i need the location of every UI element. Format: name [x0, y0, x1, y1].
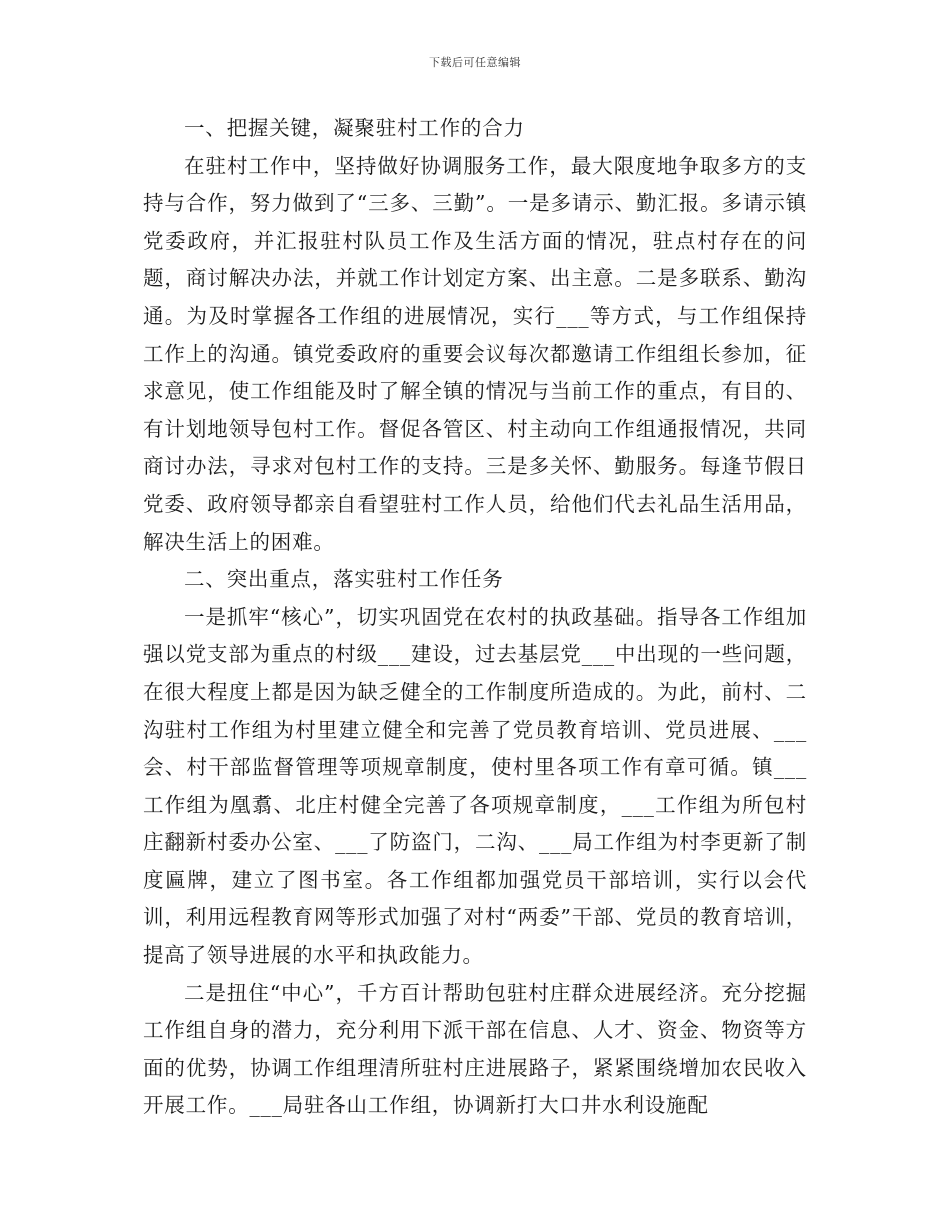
section-heading-2: 二、突出重点，落实驻村工作任务 — [184, 567, 504, 592]
document-body — [143, 110, 807, 1125]
body-paragraph: 一是抓牢“核心”，切实巩固党在农村的执政基础。指导各工作组加强以党支部为重点的村级___建设，过去基层党___中出现的一些问题，在很大程度上都是因为缺乏健全的工作制度所造成的。为此，前村、二沟驻村工作组为村里建立健全和完善了党员教育培训、党员进展、___会、村干部监督管理等项规章制度，使村里各项工作有章可循。镇___工作组为凰翥、北庄村健全完善了各项规章制度，___工作组为所包村庄翻新村委办公室、___了防盗门，二沟、___局工作组为村李更新了制度匾牌，建立了图书室。各工作组都加强党员干部培训，实行以会代训，利用远程教育网等形式加强了对村“两委”干部、党员的教育培训，提高了领导进展的水平和执政能力。 — [143, 604, 807, 968]
section-heading-1: 一、把握关键，凝聚驻村工作的合力 — [184, 116, 525, 140]
body-paragraph: 二是扭住“中心”，千方百计帮助包驻村庄群众进展经济。充分挖掘工作组自身的潜力，充分利用下派干部在信息、人才、资金、物资等方面的优势，协调工作组理清所驻村庄进展路子，紧紧围绕增加农民收入开展工作。___局驻各山工作组，协调新打大口井水利设施配 — [143, 980, 807, 1118]
page-header-note: 下载后可任意编辑 — [429, 56, 521, 69]
body-paragraph: 在驻村工作中，坚持做好协调服务工作，最大限度地争取多方的支持与合作，努力做到了“三多、三勤”。一是多请示、勤汇报。多请示镇党委政府，并汇报驻村队员工作及生活方面的情况，驻点村存在的问题，商讨解决办法，并就工作计划定方案、出主意。二是多联系、勤沟通。为及时掌握各工作组的进展情况，实行___等方式，与工作组保持工作上的沟通。镇党委政府的重要会议每次都邀请工作组组长参加，征求意见，使工作组能及时了解全镇的情况与当前工作的重点，有目的、有计划地领导包村工作。督促各管区、村主动向工作组通报情况，共同商讨办法，寻求对包村工作的支持。三是多关怀、勤服务。每逢节假日党委、政府领导都亲自看望驻村工作人员，给他们代去礼品生活用品，解决生活上的困难。 — [143, 153, 807, 554]
